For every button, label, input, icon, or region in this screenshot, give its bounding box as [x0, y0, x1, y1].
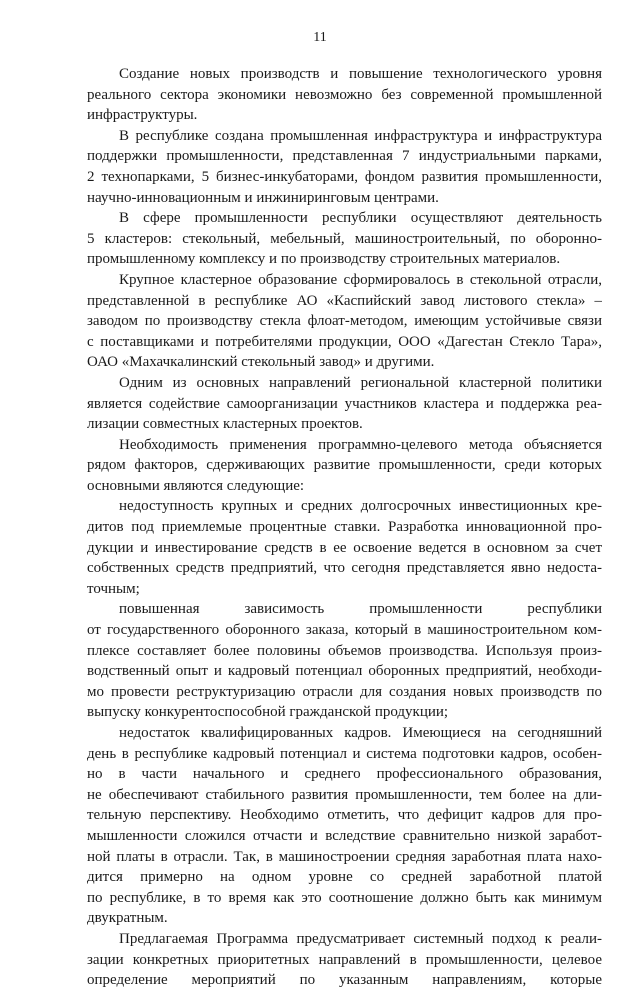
text-line: дится примерно на одном уровне со средней заработной платой — [87, 869, 602, 886]
page-number: 11 — [313, 30, 327, 45]
text-line: плексе составляет более половины объемов производства. Используя произ- — [87, 642, 602, 659]
paragraph — [87, 373, 602, 435]
text-line: поддержки промышленности, представленная 7 индустриальными парками, — [87, 148, 602, 165]
text-line: ОАО «Махачкалинский стекольный завод» и другими. — [87, 354, 435, 371]
text-line: Одним из основных направлений региональной кластерной политики — [119, 374, 602, 391]
text-line: ной платы в отрасли. Так, в машиностроении средняя заработная плата нахо- — [87, 848, 602, 865]
text-line: двукратным. — [87, 910, 168, 927]
text-line: тельную перспективу. Необходимо отметить, что дефицит кадров для про- — [87, 807, 602, 824]
text-line: водственный опыт и кадровый потенциал оборонных предприятий, необходи- — [87, 663, 602, 680]
text-line: лизации совместных кластерных проектов. — [87, 416, 363, 433]
text-line: Создание новых производств и повышение технологического уровня — [119, 66, 602, 82]
text-line: 2 технопарками, 5 бизнес-инкубаторами, фондом развития промышленности, — [87, 168, 602, 185]
paragraph — [87, 496, 602, 599]
text-line: день в республике кадровый потенциал и система подготовки кадров, особен- — [87, 745, 602, 762]
text-line: мо провести реструктуризацию отрасли для создания новых производств по — [87, 683, 602, 700]
text-line: точным; — [87, 580, 140, 597]
text-line: инфраструктуры. — [87, 107, 198, 124]
text-line: определение мероприятий по указанным направлениям, которые — [87, 972, 602, 989]
text-line: от государственного оборонного заказа, который в машиностроительном ком- — [87, 622, 602, 639]
paragraph — [87, 599, 602, 723]
text-line: мышленности сложился отчасти и вследствие сравнительно низкой заработ- — [87, 827, 602, 844]
text-line: дитов под приемлемые процентные ставки. Разработка инновационной про- — [87, 519, 602, 536]
paragraph — [87, 929, 602, 991]
text-line: недоступность крупных и средних долгосрочных инвестиционных кре- — [119, 498, 602, 515]
text-line: по республике, в то время как это соотношение должно быть как минимум — [87, 889, 602, 906]
text-line: с поставщиками и потребителями продукции, ООО «Дагестан Стекло Тара», — [87, 333, 602, 350]
text-line: реального сектора экономики невозможно без современной промышленной — [87, 86, 602, 103]
text-line: научно-инновационным и инжиниринговым центрами. — [87, 189, 439, 206]
paragraph — [87, 64, 602, 126]
paragraph — [87, 270, 602, 373]
text-line: Предлагаемая Программа предусматривает системный подход к реали- — [119, 930, 602, 947]
text-line: зации конкретных приоритетных направлений в промышленности, целевое — [87, 951, 602, 968]
text-line: является содействие самоорганизации участников кластера и поддержка реа- — [87, 395, 602, 412]
text-line: В сфере промышленности республики осуществляют деятельность — [119, 210, 602, 227]
text-line: заводом по производству стекла флоат-методом, имеющим устойчивые связи — [87, 313, 602, 330]
paragraph — [87, 723, 602, 929]
text-line: дукции и инвестирование средств в ее освоение ведется в основном за счет — [87, 539, 602, 556]
text-line: повышенная зависимость промышленности республики — [119, 601, 602, 618]
text-line: но в части начального и среднего профессионального образования, — [87, 766, 602, 783]
text-line: основными являются следующие: — [87, 477, 305, 494]
paragraph — [87, 435, 602, 497]
text-line: рядом факторов, сдерживающих развитие промышленности, среди которых — [87, 457, 602, 474]
text-line: В республике создана промышленная инфраструктура и инфраструктура — [119, 127, 602, 144]
paragraph — [87, 126, 602, 208]
text-line: Необходимость применения программно-целевого метода объясняется — [119, 436, 602, 453]
text-line: собственных средств предприятий, что сегодня представляется явно недоста- — [87, 560, 602, 577]
text-line: выпуску конкурентоспособной гражданской продукции; — [87, 704, 449, 721]
paragraph — [87, 208, 602, 270]
text-line: промышленному комплексу и по производству строительных материалов. — [87, 251, 561, 268]
text-line: Крупное кластерное образование сформировалось в стекольной отрасли, — [119, 271, 602, 288]
text-line: недостаток квалифицированных кадров. Имеющиеся на сегодняшний — [119, 725, 602, 741]
text-line: не обеспечивают стабильного развития промышленности, тем более на дли- — [87, 786, 602, 803]
text-line: 5 кластеров: стекольный, мебельный, машиностроительный, по оборонно- — [87, 230, 602, 247]
text-line: представленной в республике АО «Каспийский завод листового стекла» – — [87, 292, 602, 309]
document-body — [87, 64, 602, 991]
